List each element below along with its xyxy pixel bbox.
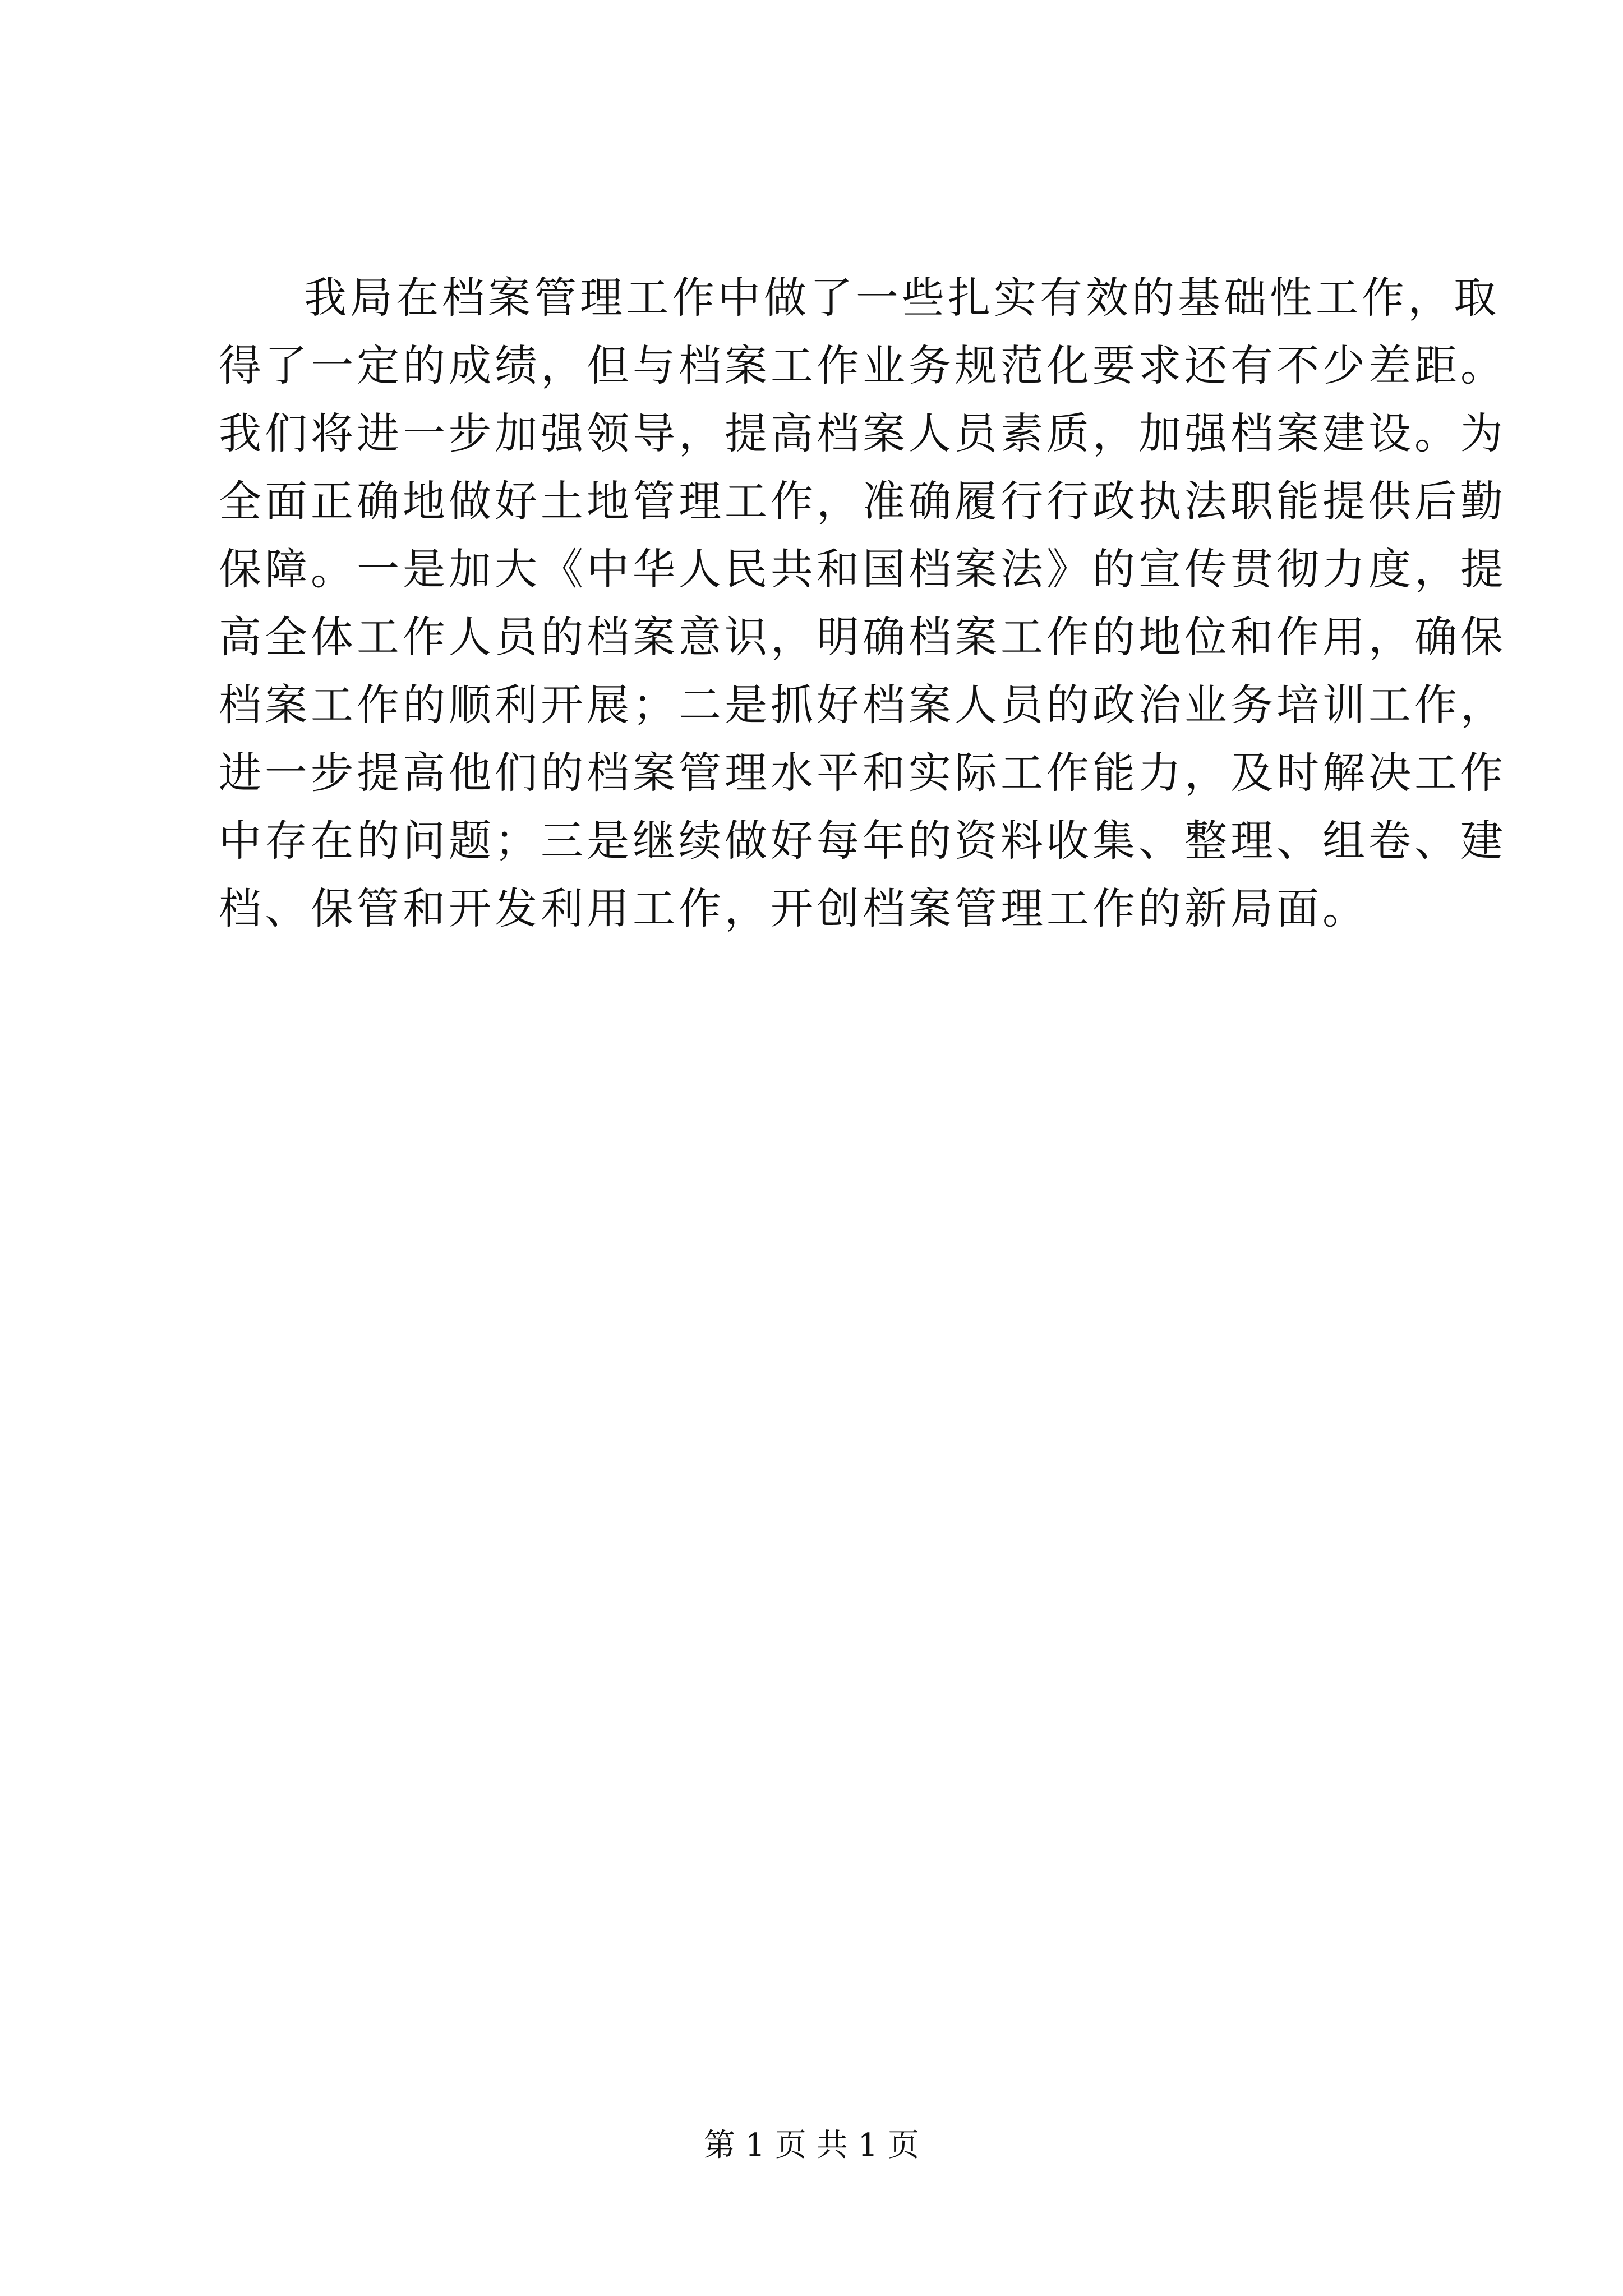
paragraph-line: 高全体工作人员的档案意识，明确档案工作的地位和作用，确保 (219, 612, 1506, 662)
paragraph-line: 档案工作的顺利开展；二是抓好档案人员的政治业务培训工作， (219, 680, 1506, 730)
page-number: 第 1 页 共 1 页 (703, 2127, 920, 2164)
paragraph-line: 档、保管和开发利用工作，开创档案管理工作的新局面。 (219, 884, 1368, 933)
page-footer (0, 2126, 1623, 2165)
paragraph-line: 我局在档案管理工作中做了一些扎实有效的基础性工作，取 (304, 273, 1500, 323)
paragraph-line: 得了一定的成绩，但与档案工作业务规范化要求还有不少差距。 (219, 341, 1506, 390)
paragraph-line: 中存在的问题；三是继续做好每年的资料收集、整理、组卷、建 (219, 816, 1506, 866)
paragraph-line: 进一步提高他们的档案管理水平和实际工作能力，及时解决工作 (219, 748, 1506, 798)
paragraph-line: 全面正确地做好土地管理工作，准确履行行政执法职能提供后勤 (219, 476, 1506, 526)
paragraph-line: 保障。一是加大《中华人民共和国档案法》的宣传贯彻力度，提 (219, 544, 1506, 594)
paragraph-line: 我们将进一步加强领导，提高档案人员素质，加强档案建设。为 (219, 408, 1506, 458)
body-paragraph (219, 264, 1506, 942)
